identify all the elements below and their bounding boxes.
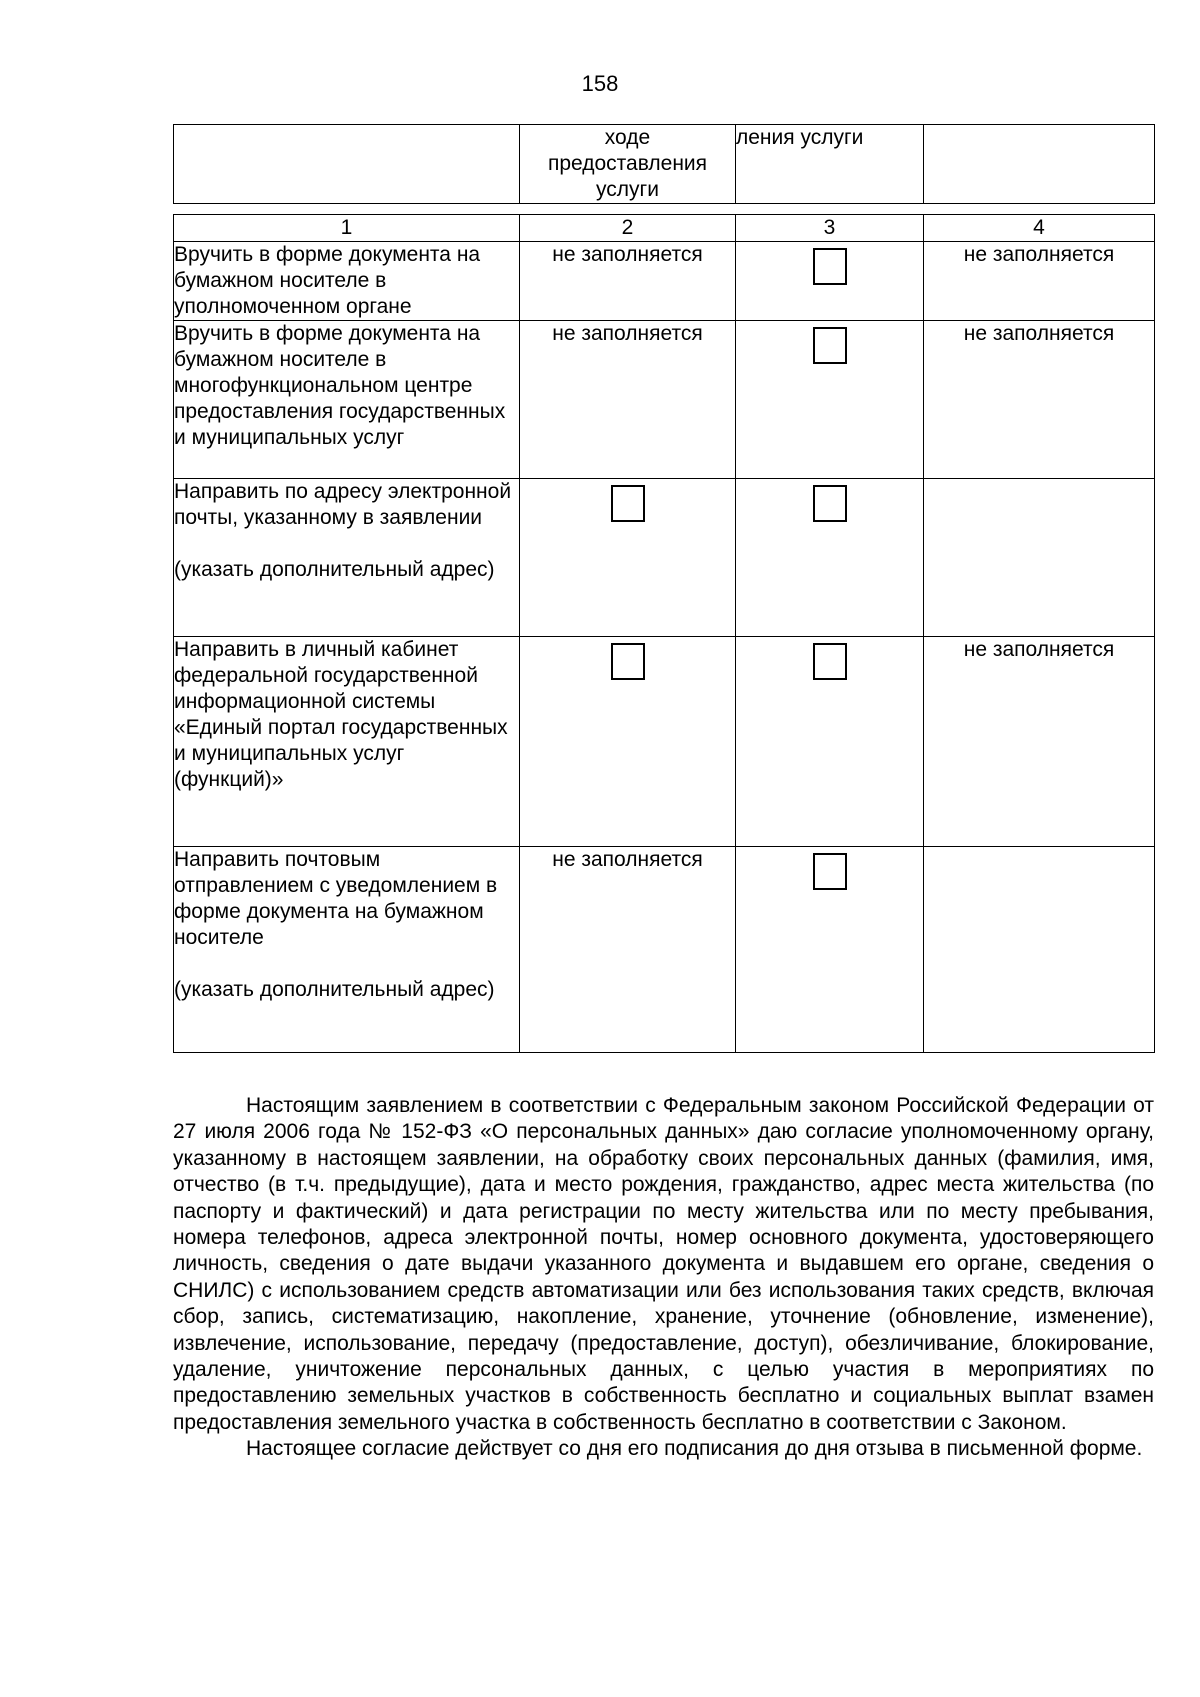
row-col3-cell [736, 479, 924, 637]
column-number-1: 1 [174, 215, 520, 242]
row-col2-text: не заполняется [520, 321, 736, 479]
header-cell-4 [924, 125, 1155, 204]
checkbox[interactable] [813, 485, 847, 522]
checkbox[interactable] [611, 485, 645, 522]
header-cell-2: ходе предоставления услуги [520, 125, 736, 204]
row-col2-cell [520, 479, 736, 637]
row-col2-cell [520, 637, 736, 847]
column-number-3: 3 [736, 215, 924, 242]
table-row [174, 847, 1155, 1053]
table-row [174, 242, 1155, 321]
row-col4-text [924, 479, 1155, 637]
row-label: Вручить в форме документа на бумажном носителе в уполномоченном органе [174, 242, 520, 321]
consent-paragraph-2: Настоящее согласие действует со дня его подписания до дня отзыва в письменной форме. [246, 1437, 1143, 1461]
consent-paragraph-1: Настоящим заявлением в соответствии с Федеральным законом Российской Федерации от 27 июля 2006 года № 152-ФЗ «О персональных данных» даю согласие уполномоченному органу, указанному в настоящем заявлении, на обработку своих персональных данных (фамилия, имя, отчество (в т.ч. предыдущие), дата и место рождения, гражданство, адрес места жительства (по паспорту и фактический) и дата регистрации по месту жительства или по месту пребывания, номера телефонов, адреса электронной почты, номер основного документа, удостоверяющего личность, сведения о дате выдачи указанного документа и выдавшем его органе, сведения о СНИЛС) с использованием средств автоматизации или без использования таких средств, включая сбор, запись, систематизацию, накопление, хранение, уточнение (обновление, изменение), извлечение, использование, передачу (предоставление, доступ), обезличивание, блокирование, удаление, уничтожение персональных данных, с целью участия в мероприятиях по предоставлению земельных участков в собственность бесплатно и социальных выплат взамен предоставления земельного участка в собственность бесплатно в соответствии с Законом. [173, 1094, 1154, 1434]
row-col2-text: не заполняется [520, 847, 736, 1053]
row-col3-cell [736, 847, 924, 1053]
row-col4-text: не заполняется [924, 321, 1155, 479]
row-col3-cell [736, 242, 924, 321]
column-number-2: 2 [520, 215, 736, 242]
header-cell-3: ления услуги [736, 125, 924, 204]
row-label: Направить почтовым отправлением с уведомлением в форме документа на бумажном носителе (указать дополнительный адрес) [174, 847, 520, 1053]
column-number-row [174, 215, 1155, 242]
row-col4-text: не заполняется [924, 637, 1155, 847]
header-cell-1 [174, 125, 520, 204]
table-row [174, 321, 1155, 479]
checkbox[interactable] [611, 643, 645, 680]
table-row [174, 479, 1155, 637]
row-label: Вручить в форме документа на бумажном носителе в многофункциональном центре предоставления государственных и муниципальных услуг [174, 321, 520, 479]
delivery-options-table [173, 214, 1155, 1053]
row-col4-text [924, 847, 1155, 1053]
table-header-continuation [173, 124, 1155, 204]
row-label: Направить в личный кабинет федеральной государственной информационной системы «Единый портал государственных и муниципальных услуг (функций)» [174, 637, 520, 847]
row-col2-text: не заполняется [520, 242, 736, 321]
checkbox[interactable] [813, 853, 847, 890]
column-number-4: 4 [924, 215, 1155, 242]
table-header-row [174, 125, 1155, 204]
checkbox[interactable] [813, 643, 847, 680]
checkbox[interactable] [813, 327, 847, 364]
consent-text [173, 1093, 1154, 1463]
table-row [174, 637, 1155, 847]
row-col4-text: не заполняется [924, 242, 1155, 321]
row-col3-cell [736, 321, 924, 479]
checkbox[interactable] [813, 248, 847, 285]
row-label: Направить по адресу электронной почты, указанному в заявлении (указать дополнительный адрес) [174, 479, 520, 637]
row-col3-cell [736, 637, 924, 847]
page-number: 158 [581, 71, 619, 96]
